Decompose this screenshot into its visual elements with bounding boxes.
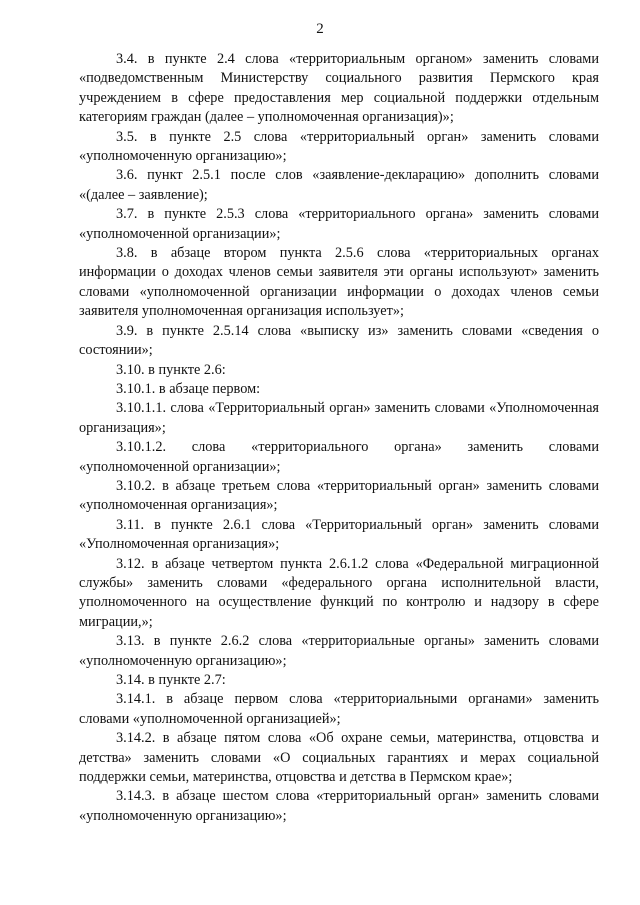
paragraph-3-9: 3.9. в пункте 2.5.14 слова «выписку из» заменить словами «сведения о состоянии»;	[79, 322, 599, 359]
paragraph-3-8: 3.8. в абзаце втором пункта 2.5.6 слова «территориальных органах информации о доходах членов семьи заявителя эти органы используют» заменить словами «уполномоченной организации информации о доходах членов семьи заявителя уполномоченная организация использует»;	[79, 245, 599, 320]
paragraph-3-4: 3.4. в пункте 2.4 слова «территориальным органом» заменить словами «подведомственным Министерству социального развития Пермского края учреждением в сфере предоставления мер социальной поддержки отдельным категориям граждан (далее – уполномоченная организация)»;	[79, 51, 599, 126]
paragraph-3-6: 3.6. пункт 2.5.1 после слов «заявление-декларацию» дополнить словами «(далее – заявление);	[79, 167, 599, 203]
paragraph-3-5: 3.5. в пункте 2.5 слова «территориальный орган» заменить словами «уполномоченную организацию»;	[79, 128, 599, 165]
paragraph-3-11: 3.11. в пункте 2.6.1 слова «Территориальный орган» заменить словами «Уполномоченная организация»;	[79, 516, 599, 553]
paragraph-3-10-1: 3.10.1. в абзаце первом:	[116, 380, 261, 397]
paragraph-3-10-1-2: 3.10.1.2. слова «территориального органа» заменить словами «уполномоченной организации»;	[79, 439, 599, 475]
paragraph-3-14-2: 3.14.2. в абзаце пятом слова «Об охране семьи, материнства, отцовства и детства» заменить словами «О социальных гарантиях и мерах социальной поддержки семьи, материнства, отцовства и детства в Пермском крае»;	[79, 730, 599, 786]
paragraph-3-12: 3.12. в абзаце четвертом пункта 2.6.1.2 слова «Федеральной миграционной службы» заменить словами «федерального органа исполнительной власти, уполномоченного на осуществление функций по контролю и надзору в сфере миграции,»;	[79, 555, 599, 630]
paragraph-3-13: 3.13. в пункте 2.6.2 слова «территориальные органы» заменить словами «уполномоченную организацию»;	[79, 633, 599, 669]
document-body	[79, 50, 599, 826]
paragraph-3-10-2: 3.10.2. в абзаце третьем слова «территориальный орган» заменить словами «уполномоченная организация»;	[79, 477, 599, 514]
paragraph-3-14: 3.14. в пункте 2.7:	[116, 672, 226, 688]
paragraph-3-10-1-1: 3.10.1.1. слова «Территориальный орган» заменить словами «Уполномоченная организация»;	[79, 400, 599, 436]
paragraph-3-7: 3.7. в пункте 2.5.3 слова «территориального органа» заменить словами «уполномоченной организации»;	[79, 206, 599, 242]
page-number: 2	[316, 21, 324, 37]
paragraph-3-14-1: 3.14.1. в абзаце первом слова «территориальными органами» заменить словами «уполномоченной организацией»;	[79, 691, 599, 727]
paragraph-3-10: 3.10. в пункте 2.6:	[116, 361, 226, 378]
paragraph-3-14-3: 3.14.3. в абзаце шестом слова «территориальный орган» заменить словами «уполномоченную организацию»;	[79, 788, 599, 824]
